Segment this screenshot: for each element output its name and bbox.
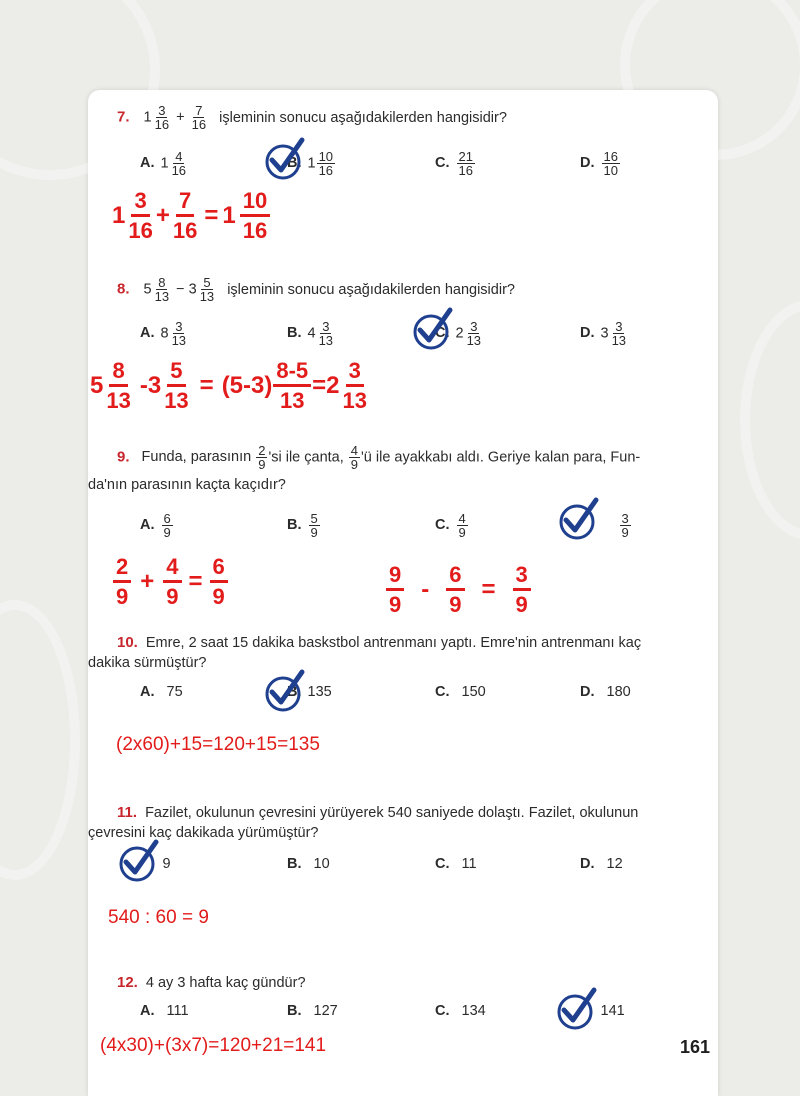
- fraction: $\frac{7}{16}$: [191, 103, 207, 132]
- solution-12: (4x30)+(3x7)=120+21=141: [100, 1035, 327, 1056]
- option-b[interactable]: B. 4 $\frac{3}{13}$: [287, 319, 334, 348]
- solution-9a: $\frac{2}{9}$ + $\frac{4}{9}$ = $\frac{6}{9}$: [112, 556, 229, 608]
- option-c[interactable]: C. $\frac{4}{9}$: [435, 511, 466, 540]
- solution-10: (2x60)+15=120+15=135: [116, 734, 320, 755]
- option-d[interactable]: D. 3 $\frac{3}{13}$: [580, 319, 627, 348]
- option-a[interactable]: A. 8 $\frac{3}{13}$: [140, 319, 187, 348]
- option-c[interactable]: C. 11: [435, 856, 477, 872]
- question-number: 9.: [117, 448, 130, 466]
- question-text: işleminin sonucu aşağıdakilerden hangisidir?: [219, 109, 507, 126]
- option-c[interactable]: C. 150: [435, 684, 486, 700]
- question-10: 10. Emre, 2 saat 15 dakika baskstbol antrenmanı yaptı. Emre'nin antrenmanı kaç: [117, 634, 642, 651]
- solution-8: 5 $\frac{8}{13}$ -3 $\frac{5}{13}$ = (5-3) $\frac{8-5}{13}$ =2 $\frac{3}{13}$: [90, 358, 368, 413]
- option-b[interactable]: B. 10: [287, 856, 330, 872]
- question-text-line: da'nın parasının kaçta kaçıdır?: [88, 477, 286, 493]
- background-swirl: [620, 0, 800, 160]
- fraction: $\frac{3}{16}$: [154, 103, 170, 132]
- question-7: [117, 104, 507, 131]
- option-d[interactable]: 141: [600, 1003, 625, 1019]
- option-c[interactable]: C. 2 $\frac{3}{13}$: [435, 319, 482, 348]
- option-d[interactable]: $\frac{3}{9}$: [621, 511, 629, 540]
- page-number: 161: [680, 1037, 711, 1057]
- option-c[interactable]: C. 134: [435, 1003, 486, 1019]
- checkmark-circle-icon: [556, 496, 604, 540]
- question-12: 12. 4 ay 3 hafta kaç gündür?: [117, 974, 306, 991]
- solution-11: 540 : 60 = 9: [108, 907, 209, 928]
- option-c[interactable]: C. $\frac{21}{16}$: [435, 149, 473, 178]
- question-number: 10.: [117, 634, 138, 651]
- checkmark-circle-icon: [262, 668, 310, 712]
- option-a[interactable]: A. 111: [140, 1003, 189, 1019]
- option-b[interactable]: B. 135: [287, 684, 332, 700]
- whole-number: 1: [143, 109, 152, 126]
- background-swirl: [0, 600, 80, 880]
- option-a[interactable]: 9: [162, 856, 171, 872]
- question-text: işleminin sonucu aşağıdakilerden hangisidir?: [227, 281, 515, 298]
- checkmark-circle-icon: [410, 306, 458, 350]
- question-text-line: çevresini kaç dakikada yürümüştür?: [88, 825, 319, 841]
- question-8: 8. 5 $\frac{8}{13}$ − 3 $\frac{5}{13}$ işleminin sonucu aşağıdakilerden hangisidir?: [117, 275, 515, 304]
- question-11: 11. Fazilet, okulunun çevresini yürüyerek 540 saniyede dolaştı. Fazilet, okulunun: [117, 804, 639, 821]
- question-number: 11.: [117, 804, 138, 821]
- option-d[interactable]: D. $\frac{16}{10}$: [580, 149, 618, 178]
- question-text-line: dakika sürmüştür?: [88, 655, 207, 671]
- option-b[interactable]: B. $\frac{5}{9}$: [287, 511, 318, 540]
- question-9: 9. Funda, parasının $\frac{2}{9}$ 'si ile çanta, $\frac{4}{9}$ 'ü ile ayakkabı aldı. Geriye kalan para, Fun-: [117, 443, 641, 472]
- question-number: 12.: [117, 974, 138, 991]
- checkmark-circle-icon: [116, 838, 164, 882]
- option-a[interactable]: A. 75: [140, 684, 183, 700]
- option-a[interactable]: A. $\frac{6}{9}$: [140, 511, 171, 540]
- option-a[interactable]: A. 1 $\frac{4}{16}$: [140, 149, 187, 178]
- solution-7: 1 $\frac{3}{16}$ + $\frac{7}{16}$ = 1 $\frac{10}{16}$: [112, 190, 271, 242]
- solution-9b: $\frac{9}{9}$ - $\frac{6}{9}$ = $\frac{3}{9}$: [385, 564, 532, 616]
- checkmark-circle-icon: [262, 136, 310, 180]
- question-number: 8.: [117, 280, 130, 298]
- option-b[interactable]: B. 1 $\frac{10}{16}$: [287, 149, 334, 178]
- question-number: 7.: [117, 108, 130, 126]
- option-b[interactable]: B. 127: [287, 1003, 338, 1019]
- option-d[interactable]: D. 180: [580, 684, 631, 700]
- background-swirl: [0, 0, 160, 180]
- option-d[interactable]: D. 12: [580, 856, 623, 872]
- checkmark-circle-icon: [554, 986, 602, 1030]
- operator: +: [176, 109, 185, 126]
- background-swirl: [740, 300, 800, 540]
